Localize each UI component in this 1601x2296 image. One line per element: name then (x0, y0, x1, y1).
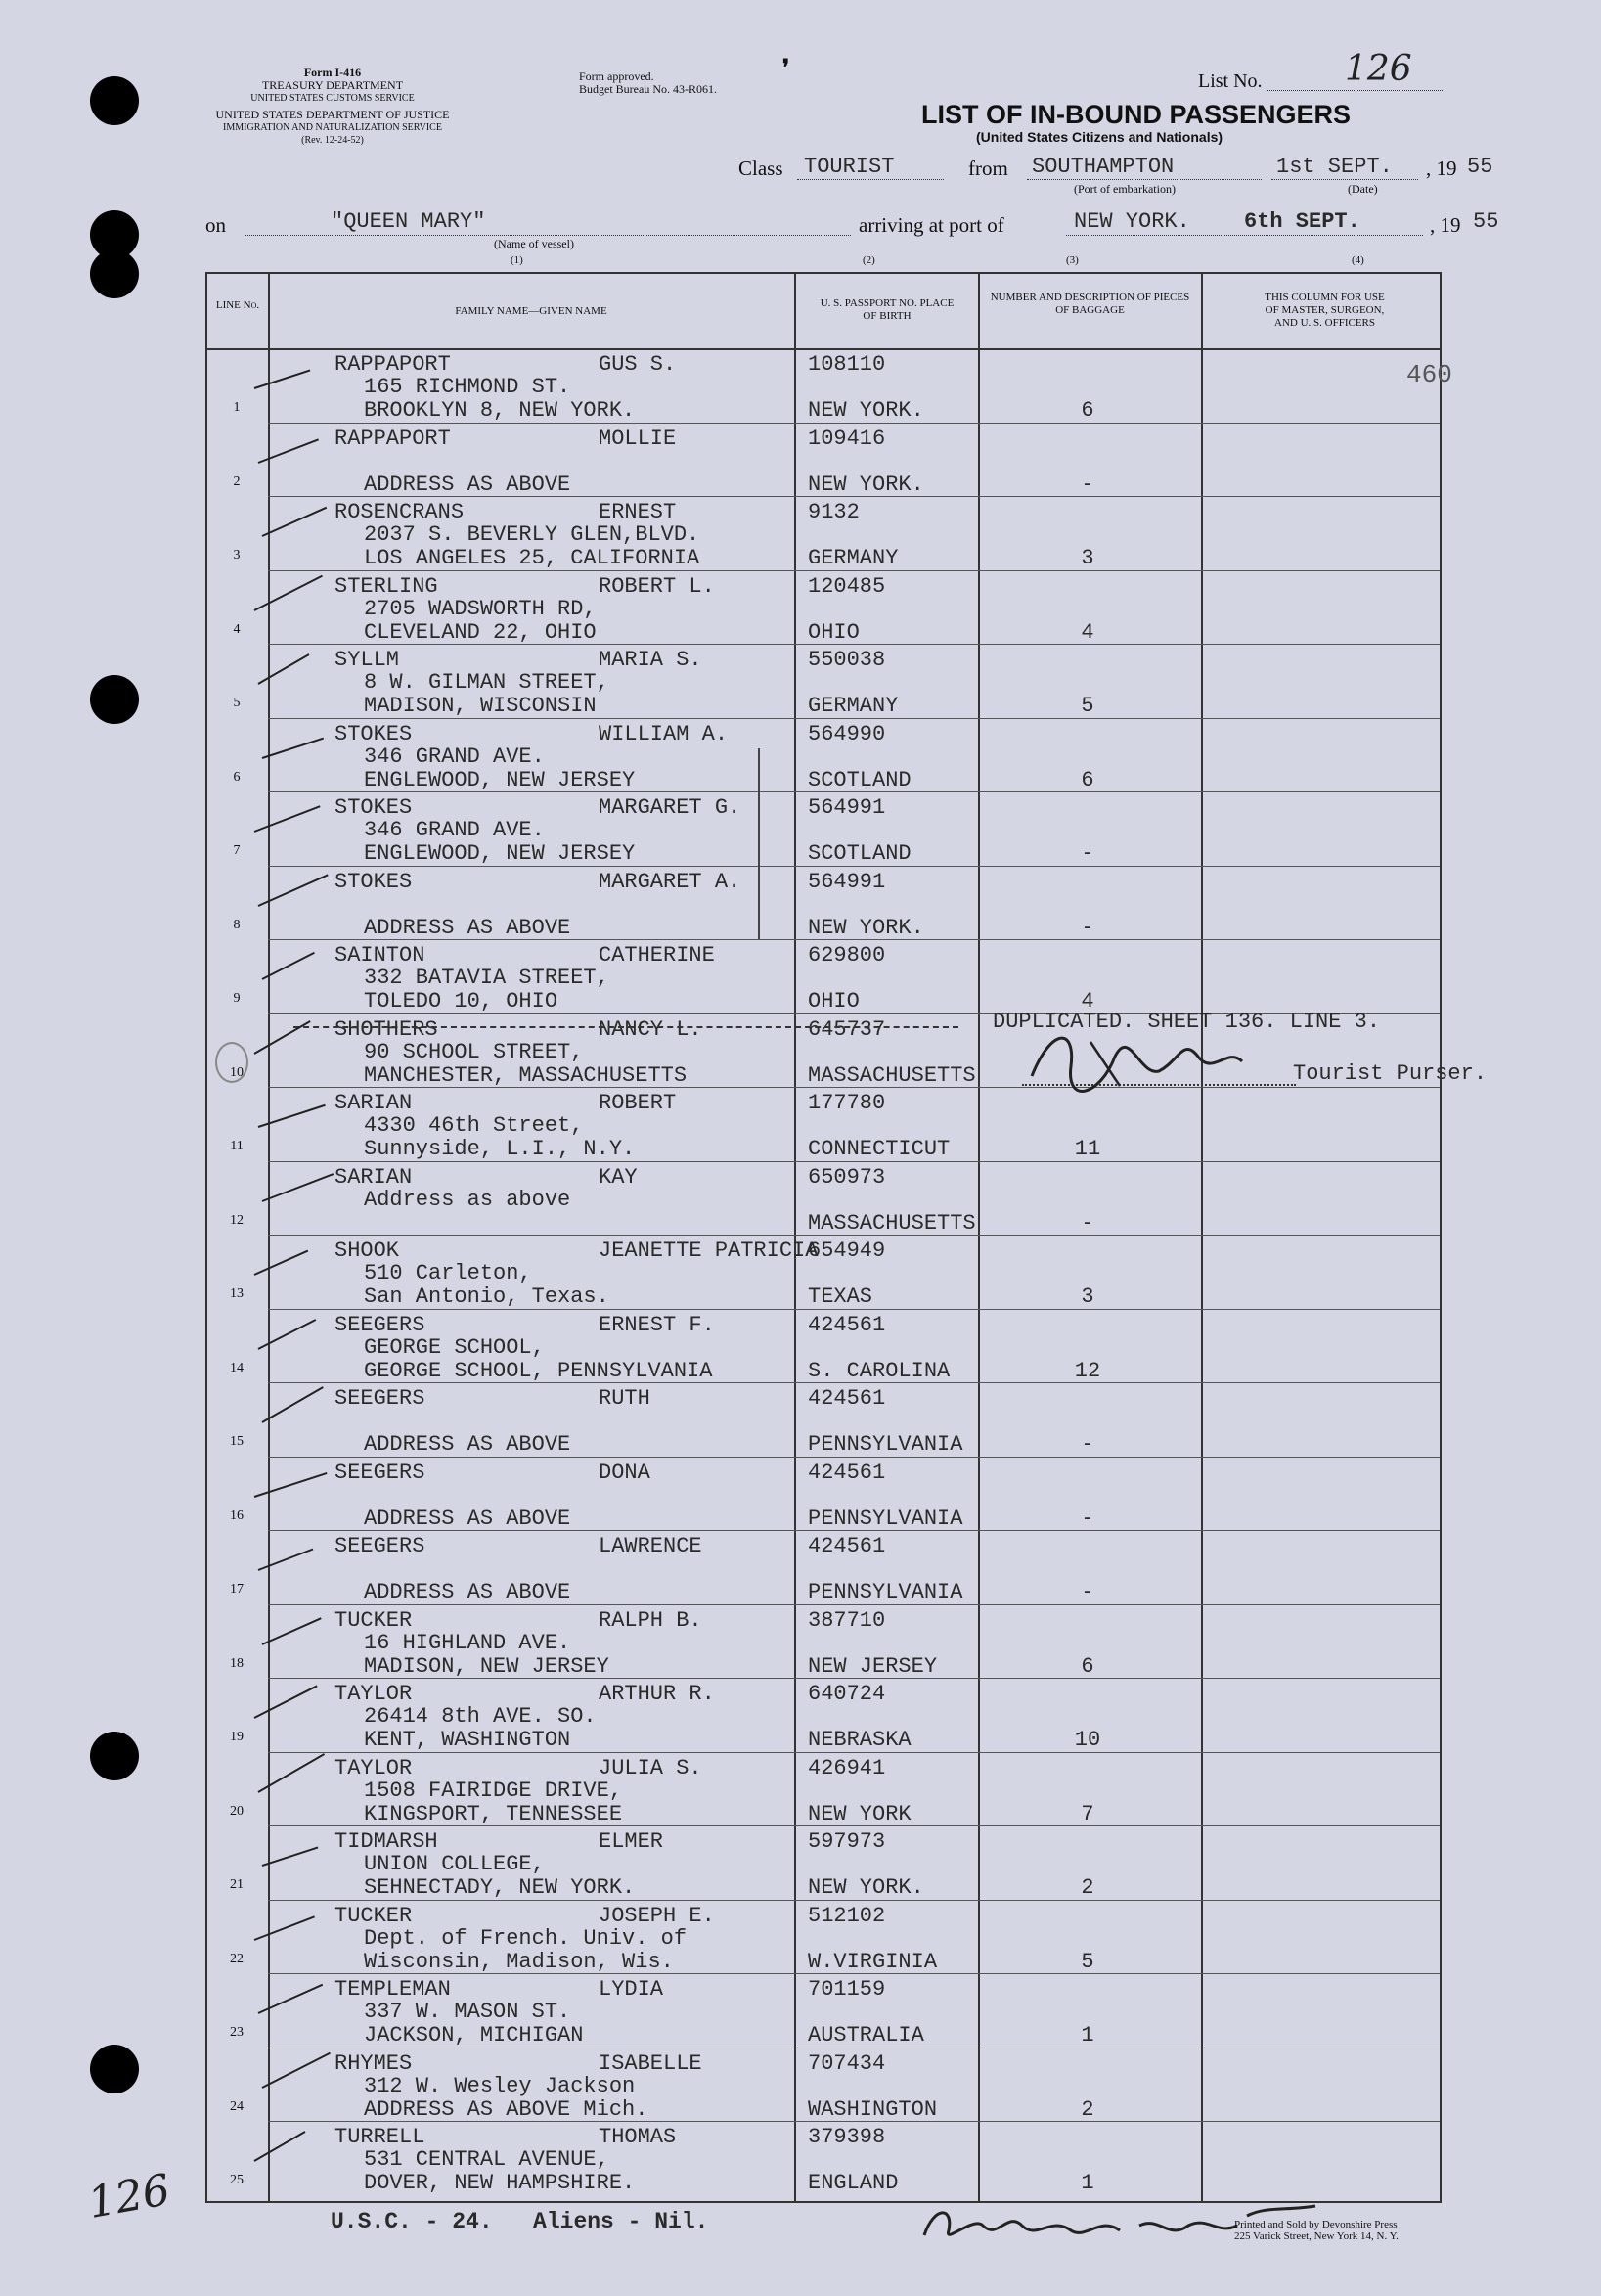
line-number: 6 (233, 769, 241, 785)
col-divider (1201, 274, 1203, 2201)
address-line-1: 16 HIGHLAND AVE. (364, 1630, 571, 1655)
address-line-2: ENGLEWOOD, NEW JERSEY (364, 841, 636, 866)
address-line-2: LOS ANGELES 25, CALIFORNIA (364, 546, 700, 570)
given-name: JULIA S. (599, 1755, 702, 1780)
family-name: TAYLOR (334, 1755, 413, 1780)
passport-number: 564991 (808, 869, 886, 894)
col-divider (794, 274, 796, 2201)
line-number: 21 (230, 1877, 244, 1892)
address-line-2: ADDRESS AS ABOVE (364, 1580, 571, 1604)
passport-number: 108110 (808, 352, 886, 377)
form-revision: (Rev. 12-24-52) (301, 135, 364, 146)
family-name: SAINTON (334, 943, 425, 968)
row-divider (268, 1604, 1440, 1605)
line-number: 9 (233, 991, 241, 1006)
from-value: SOUTHAMPTON (1032, 155, 1175, 179)
passport-number: 379398 (808, 2125, 886, 2149)
address-line-2: MANCHESTER, MASSACHUSETTS (364, 1062, 688, 1088)
col-num-3: (3) (1066, 254, 1079, 266)
passport-number: 640724 (808, 1682, 886, 1706)
header-line-no: LINE No. (215, 299, 260, 311)
depart-date: 1st SEPT. (1276, 155, 1393, 179)
row-divider (268, 1382, 1440, 1383)
vessel-underline (245, 235, 851, 236)
place-of-birth: PENNSYLVANIA (808, 1432, 963, 1457)
given-name: JEANETTE PATRICIA (599, 1238, 819, 1263)
address-line-1: Address as above (364, 1187, 571, 1212)
given-name: DONA (599, 1460, 650, 1485)
family-name: RAPPAPORT (334, 352, 451, 377)
justice-dept: UNITED STATES DEPARTMENT OF JUSTICE (215, 108, 450, 121)
address-line-2: ADDRESS AS ABOVE (364, 915, 571, 940)
address-line-2: KENT, WASHINGTON (364, 1728, 571, 1752)
margin-number: 126 (84, 2165, 174, 2228)
family-name: SHOOK (334, 1238, 400, 1263)
given-name: ROBERT (599, 1091, 677, 1115)
given-name: KAY (599, 1164, 638, 1190)
given-name: MARGARET G. (599, 795, 741, 820)
line-number: 23 (230, 2025, 244, 2040)
given-name: MARGARET A. (599, 869, 741, 894)
row-divider (268, 496, 1440, 497)
line-number: 13 (230, 1286, 244, 1301)
baggage-count: 5 (1081, 1949, 1094, 1974)
given-name: GUS S. (599, 352, 677, 377)
treasury-dept: TREASURY DEPARTMENT (261, 78, 404, 92)
line-number: 25 (230, 2173, 244, 2187)
arrival-year-prefix: , 19 (1430, 213, 1461, 237)
col-divider (268, 274, 270, 2201)
address-line-1: 346 GRAND AVE. (364, 743, 545, 769)
address-line-2: ADDRESS AS ABOVE (364, 1506, 571, 1531)
baggage-count: 3 (1081, 546, 1094, 570)
family-name: SYLLM (334, 648, 400, 672)
address-line-1: 165 RICHMOND ST. (364, 375, 571, 399)
row-divider (268, 1530, 1440, 1531)
margin-circle (215, 1042, 248, 1083)
passport-number: 654949 (808, 1238, 886, 1263)
family-name: SEEGERS (334, 1312, 425, 1337)
baggage-count: - (1081, 1432, 1094, 1457)
printer-name: Printed and Sold by Devonshire Press (1234, 2219, 1398, 2230)
customs-service: UNITED STATES CUSTOMS SERVICE (250, 93, 415, 104)
place-of-birth: NEW YORK. (808, 1875, 924, 1900)
baggage-count: 7 (1081, 1801, 1094, 1826)
baggage-count: - (1081, 1506, 1094, 1531)
page-subtitle: (United States Citizens and Nationals) (976, 129, 1223, 145)
family-name: SARIAN (334, 1164, 413, 1190)
baggage-count: 4 (1081, 989, 1094, 1013)
address-line-2: ENGLEWOOD, NEW JERSEY (364, 767, 636, 792)
address-line-2: Wisconsin, Madison, Wis. (364, 1949, 674, 1974)
header-rule (207, 348, 1440, 350)
address-line-2: DOVER, NEW HAMPSHIRE. (364, 2171, 636, 2195)
passport-number: 650973 (808, 1164, 886, 1190)
baggage-count: 1 (1081, 2171, 1094, 2195)
ink-mark: ❜ (782, 55, 790, 79)
address-line-1: Dept. of French. Univ. of (364, 1925, 688, 1951)
place-of-birth: OHIO (808, 619, 860, 645)
address-line-2: SEHNECTADY, NEW YORK. (364, 1875, 636, 1900)
vessel-caption: (Name of vessel) (494, 237, 574, 250)
address-line-1: 1508 FAIRIDGE DRIVE, (364, 1778, 623, 1803)
address-line-1: 26414 8th AVE. SO. (364, 1704, 597, 1729)
address-line-2: Sunnyside, L.I., N.Y. (364, 1137, 636, 1161)
place-of-birth: OHIO (808, 989, 860, 1013)
passport-number: 424561 (808, 1386, 886, 1411)
given-name: ERNEST (599, 500, 677, 524)
baggage-count: 12 (1074, 1358, 1101, 1383)
line-number: 15 (230, 1434, 244, 1449)
place-of-birth: NEBRASKA (808, 1728, 912, 1752)
address-line-2: TOLEDO 10, OHIO (364, 989, 558, 1013)
row-divider (268, 866, 1440, 867)
given-name: RUTH (599, 1386, 650, 1411)
given-name: ERNEST F. (599, 1312, 715, 1337)
header-baggage: NUMBER AND DESCRIPTION OF PIECES OF BAGGAGE (990, 292, 1190, 316)
place-of-birth: SCOTLAND (808, 841, 912, 866)
line-number: 22 (230, 1951, 244, 1966)
depart-year: 55 (1467, 155, 1493, 179)
header-name: FAMILY NAME—GIVEN NAME (455, 305, 607, 317)
passport-number: 707434 (808, 2050, 886, 2076)
line-number: 12 (230, 1212, 244, 1228)
line-number: 14 (230, 1360, 244, 1375)
passport-number: 597973 (808, 1829, 886, 1854)
family-name: TUCKER (334, 1607, 413, 1633)
line-number: 7 (233, 843, 241, 858)
given-name: LAWRENCE (599, 1534, 702, 1558)
form-block (196, 67, 469, 147)
address-line-1: UNION COLLEGE, (364, 1852, 545, 1876)
baggage-count: 1 (1081, 2023, 1094, 2048)
place-of-birth: S. CAROLINA (808, 1358, 951, 1383)
master-note: 460 (1406, 360, 1452, 389)
purser-title: Tourist Purser. (1293, 1061, 1488, 1086)
row-divider (268, 2121, 1440, 2122)
place-of-birth: MASSACHUSETTS (808, 1062, 976, 1088)
passport-number: 629800 (808, 943, 886, 968)
given-name: THOMAS (599, 2125, 677, 2149)
class-underline (797, 179, 944, 180)
given-name: ISABELLE (599, 2050, 702, 2076)
line-number: 24 (230, 2098, 244, 2114)
address-line-2: JACKSON, MICHIGAN (364, 2023, 584, 2048)
address-line-1: 2037 S. BEVERLY GLEN,BLVD. (364, 522, 700, 547)
passport-number: 387710 (808, 1607, 886, 1633)
address-line-2: CLEVELAND 22, OHIO (364, 619, 597, 645)
address-line-2: GEORGE SCHOOL, PENNSYLVANIA (364, 1358, 713, 1383)
passport-number: 424561 (808, 1534, 886, 1558)
printer-address: 225 Varick Street, New York 14, N. Y. (1234, 2230, 1399, 2242)
baggage-count: - (1081, 472, 1094, 497)
row-divider (268, 1087, 1440, 1088)
address-line-1: GEORGE SCHOOL, (364, 1334, 545, 1360)
passport-number: 9132 (808, 500, 860, 524)
line-number: 5 (233, 696, 241, 710)
address-line-1: 346 GRAND AVE. (364, 818, 545, 842)
form-approval (579, 70, 717, 96)
col-num-2: (2) (863, 254, 875, 266)
given-name: NANCY L. (599, 1016, 702, 1042)
row-divider (268, 570, 1440, 571)
port-embark-caption: (Port of embarkation) (1074, 182, 1176, 196)
list-no-underline (1267, 90, 1443, 91)
baggage-count: 6 (1081, 1653, 1094, 1679)
passport-number: 426941 (808, 1755, 886, 1780)
family-name: ROSENCRANS (334, 500, 465, 524)
address-line-1: 332 BATAVIA STREET, (364, 966, 609, 990)
arrival-year: 55 (1473, 209, 1499, 234)
place-of-birth: NEW YORK. (808, 915, 924, 940)
passport-number: 424561 (808, 1312, 886, 1337)
given-name: WILLIAM A. (599, 721, 729, 746)
family-name: TEMPLEMAN (334, 1977, 451, 2002)
passport-number: 109416 (808, 426, 886, 451)
place-of-birth: WASHINGTON (808, 2096, 938, 2122)
place-of-birth: GERMANY (808, 694, 899, 718)
family-name: SEEGERS (334, 1460, 425, 1485)
given-name: MARIA S. (599, 648, 702, 672)
baggage-count: - (1081, 1210, 1094, 1236)
baggage-count: 6 (1081, 398, 1094, 423)
place-of-birth: PENNSYLVANIA (808, 1580, 963, 1604)
footer-summary: U.S.C. - 24. Aliens - Nil. (331, 2209, 709, 2234)
depart-year-prefix: , 19 (1426, 157, 1457, 180)
passport-number: 120485 (808, 573, 886, 599)
place-of-birth: PENNSYLVANIA (808, 1506, 963, 1531)
arrival-port: NEW YORK. (1074, 209, 1190, 234)
row-divider (268, 718, 1440, 719)
class-value: TOURIST (804, 155, 895, 179)
passport-number: 564990 (808, 721, 886, 746)
budget-bureau: Budget Bureau No. 43-R061. (579, 82, 717, 96)
punch-hole (90, 249, 139, 298)
punch-hole (90, 2045, 139, 2093)
punch-hole (90, 1732, 139, 1780)
address-line-2: MADISON, NEW JERSEY (364, 1653, 609, 1679)
line-number: 4 (233, 621, 241, 637)
baggage-count: 11 (1074, 1137, 1101, 1161)
address-line-1: 90 SCHOOL STREET, (364, 1039, 584, 1064)
family-name: RHYMES (334, 2050, 413, 2076)
passport-number: 550038 (808, 648, 886, 672)
address-line-2: MADISON, WISCONSIN (364, 694, 597, 718)
list-no-value: 126 (1345, 49, 1412, 89)
page-title: LIST OF IN-BOUND PASSENGERS (921, 100, 1352, 129)
row-divider (268, 644, 1440, 645)
line-number: 16 (230, 1508, 244, 1523)
passport-number: 564991 (808, 795, 886, 820)
family-name: STOKES (334, 721, 413, 746)
baggage-count: - (1081, 1580, 1094, 1604)
from-underline (1027, 179, 1262, 180)
punch-hole (90, 675, 139, 724)
passport-number: 424561 (808, 1460, 886, 1485)
col-num-1: (1) (511, 254, 523, 266)
header-passport: U. S. PASSPORT NO. PLACE OF BIRTH (820, 297, 955, 322)
given-name: LYDIA (599, 1977, 664, 2002)
given-name: CATHERINE (599, 943, 715, 968)
arrival-date: 6th SEPT. (1244, 209, 1360, 234)
family-name: SEEGERS (334, 1386, 425, 1411)
from-label: from (968, 157, 1008, 180)
baggage-count: 2 (1081, 1875, 1094, 1900)
line-number: 8 (233, 917, 241, 932)
row-divider (268, 1457, 1440, 1458)
baggage-count: 10 (1074, 1728, 1101, 1752)
col-divider (978, 274, 980, 2201)
list-no-label: List No. (1198, 70, 1263, 92)
immigration-service: IMMIGRATION AND NATURALIZATION SERVICE (223, 122, 442, 133)
given-name: JOSEPH E. (599, 1903, 715, 1928)
class-label: Class (738, 157, 783, 180)
row-divider (268, 423, 1440, 424)
place-of-birth: TEXAS (808, 1284, 873, 1309)
family-name: STERLING (334, 573, 438, 599)
family-name: SHOTHERS (334, 1016, 438, 1042)
passport-number: 177780 (808, 1091, 886, 1115)
form-approved: Form approved. (579, 69, 654, 83)
form-number: Form I-416 (303, 66, 362, 79)
header-master: THIS COLUMN FOR USE OF MASTER, SURGEON, AND U. S. OFFICERS (1265, 292, 1385, 329)
family-name: SARIAN (334, 1091, 413, 1115)
baggage-count: 3 (1081, 1284, 1094, 1309)
line-number: 3 (233, 548, 241, 563)
printer-credit (1234, 2219, 1399, 2242)
address-line-2: ADDRESS AS ABOVE (364, 1432, 571, 1457)
family-name: TURRELL (334, 2125, 425, 2149)
purser-signature (1022, 1017, 1247, 1105)
line-number: 18 (230, 1655, 244, 1671)
given-name: ELMER (599, 1829, 664, 1854)
place-of-birth: AUSTRALIA (808, 2023, 924, 2048)
address-line-1: 312 W. Wesley Jackson (364, 2073, 636, 2098)
given-name: RALPH B. (599, 1607, 702, 1633)
place-of-birth: ENGLAND (808, 2171, 899, 2195)
given-name: ROBERT L. (599, 573, 715, 599)
line-number: 2 (233, 473, 241, 489)
baggage-count: 2 (1081, 2096, 1094, 2122)
row-divider (268, 1752, 1440, 1753)
place-of-birth: W.VIRGINIA (808, 1949, 938, 1974)
row-divider (268, 1973, 1440, 1974)
row-divider (268, 1678, 1440, 1679)
line-number: 1 (233, 400, 241, 415)
line-number: 10 (230, 1064, 244, 1080)
on-label: on (205, 213, 226, 237)
family-name: STOKES (334, 795, 413, 820)
family-name: SEEGERS (334, 1534, 425, 1558)
line-number: 17 (230, 1582, 244, 1597)
passport-number: 645737 (808, 1016, 886, 1042)
row-divider (268, 1825, 1440, 1826)
address-line-1: 8 W. GILMAN STREET, (364, 670, 609, 695)
baggage-count: - (1081, 841, 1094, 866)
place-of-birth: NEW JERSEY (808, 1653, 938, 1679)
address-line-2: BROOKLYN 8, NEW YORK. (364, 398, 636, 423)
address-line-2: KINGSPORT, TENNESSEE (364, 1801, 623, 1826)
arriving-label: arriving at port of (859, 213, 1004, 237)
row-divider (268, 791, 1440, 792)
place-of-birth: SCOTLAND (808, 767, 912, 792)
address-line-1: 531 CENTRAL AVENUE, (364, 2147, 609, 2172)
given-name: MOLLIE (599, 426, 677, 451)
punch-hole (90, 76, 139, 125)
baggage-count: - (1081, 915, 1094, 940)
strike-row10 (293, 1026, 958, 1028)
address-line-2: ADDRESS AS ABOVE (364, 472, 571, 497)
address-line-1: 4330 46th Street, (364, 1113, 584, 1138)
place-of-birth: MASSACHUSETTS (808, 1210, 976, 1236)
row-divider (268, 1235, 1440, 1236)
col-num-4: (4) (1352, 254, 1364, 266)
place-of-birth: GERMANY (808, 546, 899, 570)
arrival-underline (1066, 235, 1423, 236)
place-of-birth: CONNECTICUT (808, 1137, 951, 1161)
row-divider (268, 1309, 1440, 1310)
family-name: STOKES (334, 869, 413, 894)
vessel-name: "QUEEN MARY" (331, 209, 486, 234)
baggage-count: 4 (1081, 619, 1094, 645)
family-name: TUCKER (334, 1903, 413, 1928)
passenger-table (205, 272, 1442, 2203)
place-of-birth: NEW YORK. (808, 472, 924, 497)
line-number: 11 (230, 1139, 244, 1153)
date-underline (1271, 179, 1418, 180)
place-of-birth: NEW YORK (808, 1801, 912, 1826)
given-name: ARTHUR R. (599, 1682, 715, 1706)
family-name: RAPPAPORT (334, 426, 451, 451)
pencil-line (758, 748, 760, 939)
duplicated-note: DUPLICATED. SHEET 136. LINE 3. (993, 1010, 1381, 1034)
row-divider (268, 939, 1440, 940)
place-of-birth: NEW YORK. (808, 398, 924, 423)
passport-number: 512102 (808, 1903, 886, 1928)
baggage-count: 5 (1081, 694, 1094, 718)
address-line-1: 337 W. MASON ST. (364, 2000, 571, 2024)
family-name: TIDMARSH (334, 1829, 438, 1854)
row-divider (268, 1900, 1440, 1901)
address-line-1: 510 Carleton, (364, 1261, 532, 1285)
family-name: TAYLOR (334, 1682, 413, 1706)
line-number: 20 (230, 1803, 244, 1819)
address-line-2: ADDRESS AS ABOVE Mich. (364, 2096, 648, 2122)
passport-number: 701159 (808, 1977, 886, 2002)
line-number: 19 (230, 1730, 244, 1744)
address-line-2: San Antonio, Texas. (364, 1284, 609, 1309)
row-divider (268, 1161, 1440, 1162)
baggage-count: 6 (1081, 767, 1094, 792)
address-line-1: 2705 WADSWORTH RD, (364, 596, 597, 621)
date-caption: (Date) (1348, 182, 1378, 196)
